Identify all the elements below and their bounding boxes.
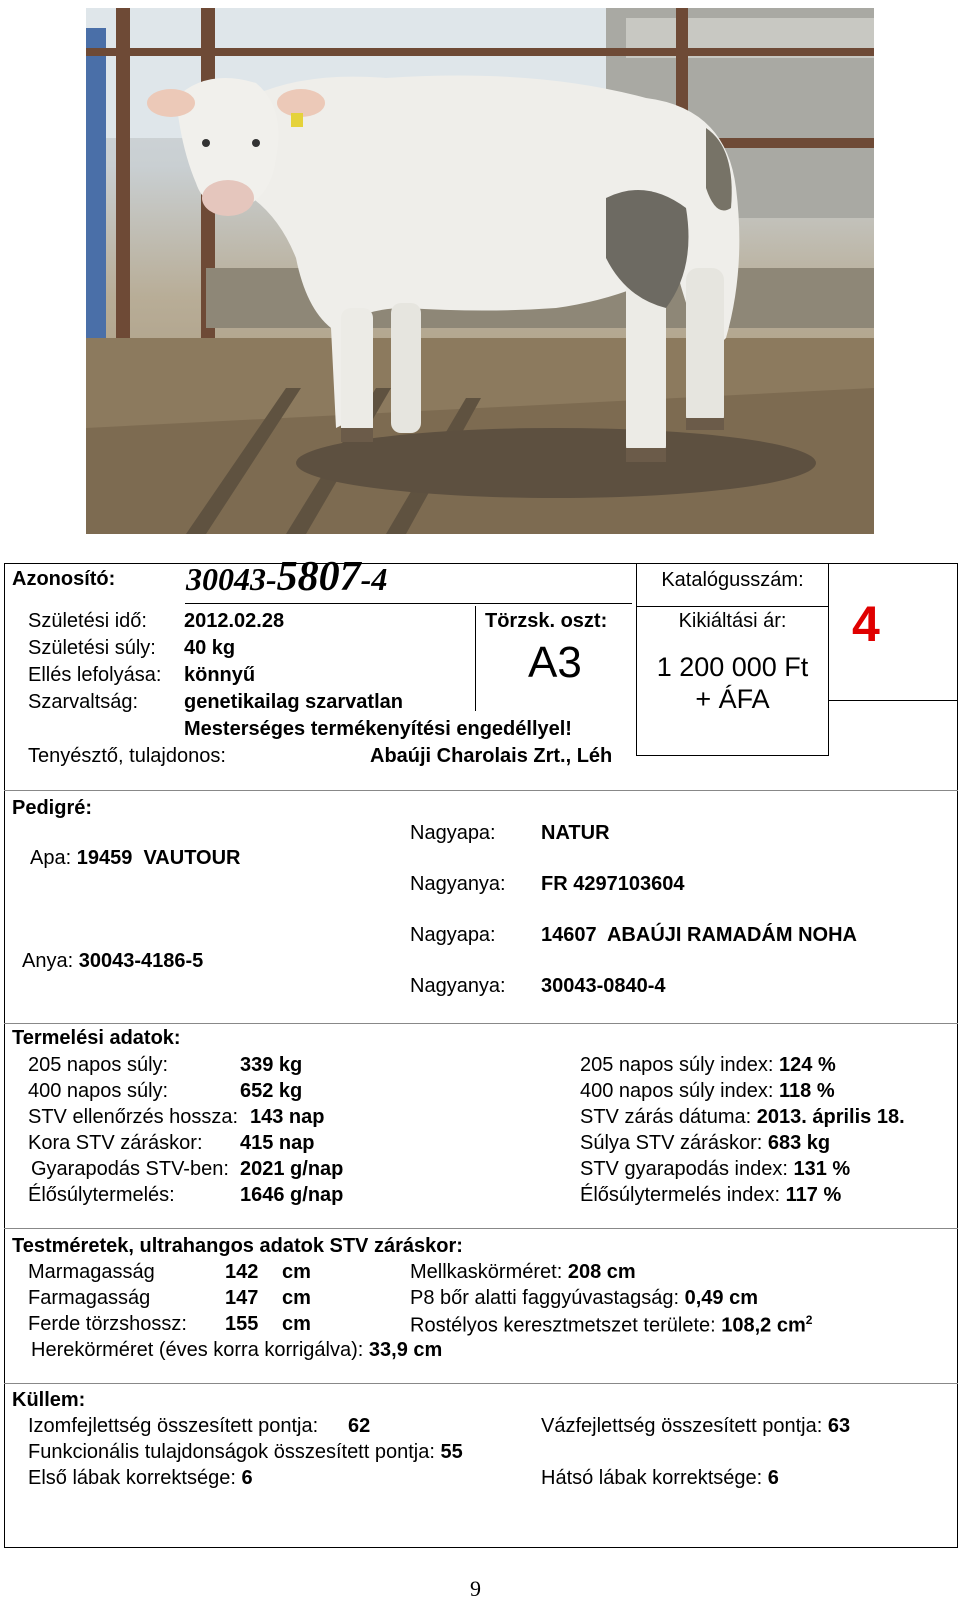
- herdbook-divider: [475, 606, 476, 711]
- divider: [4, 1228, 958, 1229]
- prod-index-label: 400 napos súly index:: [580, 1080, 774, 1102]
- fat-value: 0,49 cm: [684, 1287, 759, 1309]
- function-value: 55: [440, 1441, 463, 1463]
- hind-legs-value: 6: [767, 1467, 779, 1489]
- birth-weight-label: Születési súly:: [28, 637, 156, 659]
- prod-index-value: 117 %: [785, 1184, 842, 1206]
- price-value: 1 200 000 Ft: [656, 652, 809, 682]
- height-label: Marmagasság: [28, 1261, 155, 1283]
- divider: [4, 1383, 958, 1384]
- fat-label: P8 bőr alatti faggyúvastagság:: [410, 1287, 680, 1309]
- muscle-label: Izomfejlettség összesített pontja:: [28, 1415, 319, 1437]
- rib-label: Rostélyos keresztmetszet területe:: [410, 1314, 716, 1337]
- divider: [4, 1023, 958, 1024]
- height-value: 142: [225, 1261, 259, 1283]
- prod-index: [580, 1184, 841, 1207]
- animal-id-prefix: 30043-: [186, 561, 277, 597]
- dam-grandfather-value: 14607 ABAÚJI RAMADÁM NOHA: [541, 924, 857, 946]
- prod-index-label: STV gyarapodás index:: [580, 1158, 788, 1180]
- rib-eye: [410, 1313, 812, 1338]
- scrotal: [31, 1339, 442, 1362]
- prod-label: Élősúlytermelés:: [28, 1184, 175, 1206]
- prod-label: STV ellenőrzés hossza:: [28, 1106, 239, 1128]
- hind-legs-label: Hátsó lábak korrektsége:: [541, 1467, 763, 1489]
- prod-index-value: 124 %: [779, 1054, 836, 1076]
- divider: [4, 790, 958, 791]
- fat: [410, 1287, 758, 1310]
- sire-grandmother-value: FR 4297103604: [541, 873, 685, 895]
- prod-index: [580, 1158, 850, 1181]
- calving-label: Ellés lefolyása:: [28, 664, 162, 686]
- prod-index-label: Súlya STV záráskor:: [580, 1132, 763, 1154]
- prod-index: [580, 1106, 905, 1129]
- herdbook-value: A3: [528, 638, 582, 687]
- price-vat: + ÁFA: [695, 684, 770, 714]
- function: [28, 1441, 463, 1464]
- function-label: Funkcionális tulajdonságok összesített pontja:: [28, 1441, 435, 1463]
- animal-id-main: 5807: [276, 554, 361, 600]
- front-legs-value: 6: [241, 1467, 253, 1489]
- calving-value: könnyű: [184, 664, 256, 686]
- catalog-label: Katalógusszám:: [661, 569, 804, 591]
- horn-value: genetikailag szarvatlan: [184, 691, 403, 713]
- dam-grandfather-label: Nagyapa:: [410, 924, 496, 946]
- prod-value: 415 nap: [240, 1132, 315, 1154]
- horn-label: Szarvaltság:: [28, 691, 139, 713]
- scrotal-label: Herekörméret (éves korra korrigálva):: [31, 1339, 364, 1361]
- prod-index-label: STV zárás dátuma:: [580, 1106, 752, 1128]
- dam-value: 30043-4186-5: [78, 950, 204, 972]
- prod-index-value: 131 %: [793, 1158, 851, 1180]
- length-unit: cm: [282, 1313, 311, 1335]
- rump-value: 147: [225, 1287, 259, 1309]
- chest-label: Mellkaskörméret:: [410, 1261, 563, 1283]
- chest-value: 208 cm: [567, 1261, 636, 1283]
- body-title: Testméretek, ultrahangos adatok STV záráskor:: [12, 1235, 463, 1257]
- length-value: 155: [225, 1313, 259, 1335]
- chest: [410, 1261, 636, 1284]
- birth-weight-value: 40 kg: [184, 637, 236, 659]
- prod-label: Kora STV záráskor:: [28, 1132, 203, 1154]
- prod-index-value: 683 kg: [767, 1132, 831, 1154]
- rib-unit-sup: 2: [805, 1313, 813, 1327]
- ai-permit-note: Mesterséges termékenyítési engedéllyel!: [184, 718, 572, 740]
- dam: [22, 950, 203, 973]
- prod-value: 143 nap: [250, 1106, 325, 1128]
- sire: [30, 847, 241, 870]
- dam-grandmother-label: Nagyanya:: [410, 975, 506, 997]
- sire-grandfather-value: NATUR: [541, 822, 610, 844]
- catalog-number-underline: [829, 700, 958, 701]
- sire-value: 19459 VAUTOUR: [76, 847, 241, 869]
- bull-illustration: [86, 8, 874, 534]
- skeleton-value: 63: [827, 1415, 851, 1437]
- animal-id: [186, 553, 387, 601]
- prod-index: [580, 1054, 836, 1077]
- breeder-value: Abaúji Charolais Zrt., Léh: [370, 745, 613, 767]
- price-label: Kikiáltási ár:: [678, 610, 787, 632]
- prod-index-value: 2013. április 18.: [756, 1106, 905, 1128]
- prod-value: 652 kg: [240, 1080, 303, 1102]
- length-label: Ferde törzshossz:: [28, 1313, 187, 1335]
- prod-index: [580, 1080, 835, 1103]
- front-legs-label: Első lábak korrektsége:: [28, 1467, 236, 1489]
- prod-value: 339 kg: [240, 1054, 303, 1076]
- herdbook-label: Törzsk. oszt:: [485, 610, 608, 632]
- prod-index: [580, 1132, 830, 1155]
- skeleton-label: Vázfejlettség összesített pontja:: [541, 1415, 823, 1437]
- muscle: [28, 1415, 318, 1438]
- exterior-title: Küllem:: [12, 1389, 86, 1411]
- prod-label: 400 napos súly:: [28, 1080, 169, 1102]
- rump-label: Farmagasság: [28, 1287, 151, 1309]
- sire-label: Apa:: [30, 847, 72, 869]
- prod-index-label: 205 napos súly index:: [580, 1054, 774, 1076]
- prod-index-label: Élősúlytermelés index:: [580, 1184, 781, 1206]
- prod-value: 2021 g/nap: [240, 1158, 344, 1180]
- prod-label: 205 napos súly:: [28, 1054, 169, 1076]
- skeleton: [541, 1415, 850, 1438]
- id-label: Azonosító:: [12, 568, 116, 590]
- muscle-value: 62: [348, 1415, 371, 1437]
- breeder-label: Tenyésztő, tulajdonos:: [28, 745, 226, 767]
- id-underline: [185, 603, 632, 604]
- bull-photo: [86, 8, 874, 534]
- catalog-price-divider: [636, 606, 829, 607]
- production-title: Termelési adatok:: [12, 1027, 181, 1049]
- sire-grandfather-label: Nagyapa:: [410, 822, 496, 844]
- page-number: 9: [470, 1576, 481, 1601]
- prod-index-value: 118 %: [779, 1080, 835, 1102]
- rump-unit: cm: [282, 1287, 311, 1309]
- dam-label: Anya:: [22, 950, 74, 972]
- catalog-number: 4: [852, 596, 880, 652]
- rib-value: 108,2 cm: [721, 1314, 806, 1337]
- hind-legs: [541, 1467, 779, 1490]
- prod-label: Gyarapodás STV-ben:: [31, 1158, 229, 1180]
- scrotal-value: 33,9 cm: [368, 1339, 443, 1361]
- pedigree-title: Pedigré:: [12, 797, 93, 819]
- front-legs: [28, 1467, 253, 1490]
- prod-value: 1646 g/nap: [240, 1184, 344, 1206]
- dam-grandmother-value: 30043-0840-4: [541, 975, 666, 997]
- animal-id-suffix: -4: [360, 561, 388, 597]
- birth-date-label: Születési idő:: [28, 610, 147, 632]
- sire-grandmother-label: Nagyanya:: [410, 873, 506, 895]
- height-unit: cm: [282, 1261, 311, 1283]
- birth-date-value: 2012.02.28: [184, 610, 285, 632]
